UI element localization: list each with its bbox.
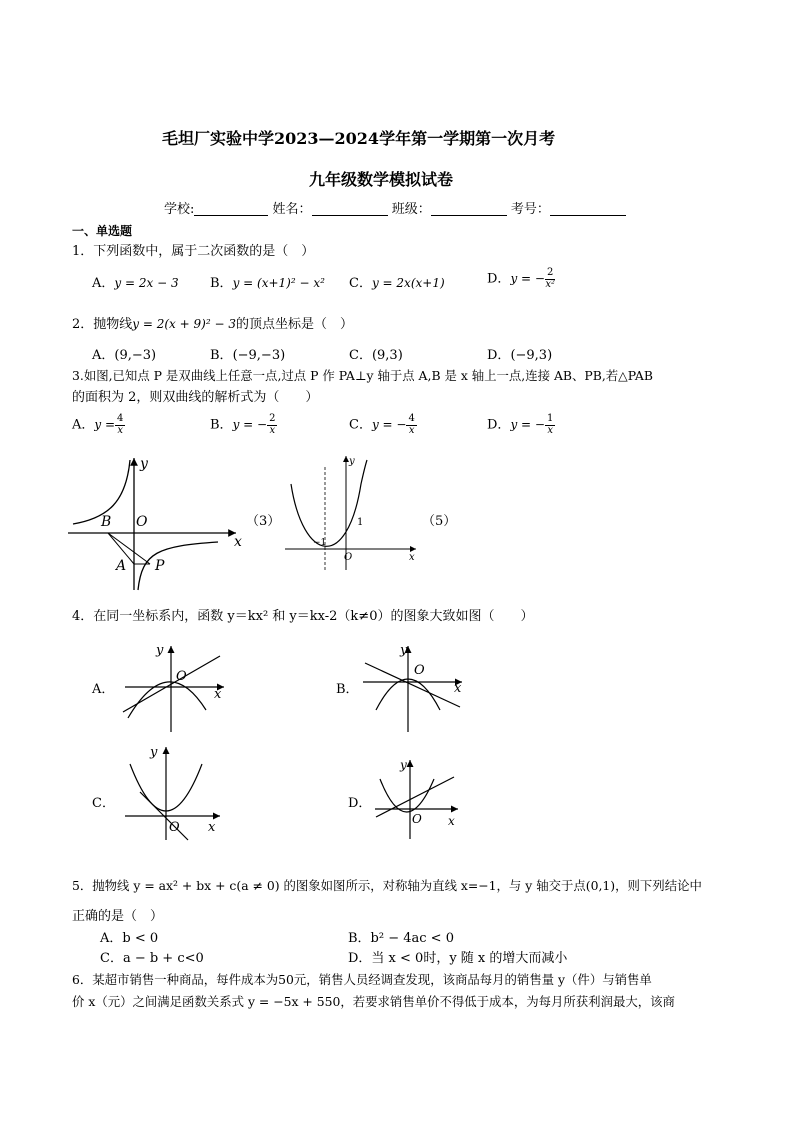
q2-stem: 2．抛物线y = 2(x + 9)² − 3的顶点坐标是（ ） xyxy=(72,317,353,332)
q4-graph-d[interactable] xyxy=(372,755,472,840)
hyperbola-branch-right xyxy=(138,542,218,590)
q4-option-b-label[interactable]: B． xyxy=(336,682,359,697)
point-b-label: B xyxy=(101,514,112,530)
y-label: y xyxy=(349,456,355,467)
q4-option-a-label[interactable]: A． xyxy=(92,682,115,697)
segment-bp xyxy=(108,533,150,564)
q5-option-d[interactable]: D．当 x < 0时，y 随 x 的增大而减小 xyxy=(348,951,568,966)
svg-text:y: y xyxy=(156,643,164,658)
origin-label: O xyxy=(136,514,148,530)
q4-graph-b[interactable] xyxy=(360,640,470,735)
svg-text:O: O xyxy=(412,812,422,826)
line xyxy=(365,663,460,707)
section-title: 一、单选题 xyxy=(72,224,133,238)
figure-3-hyperbola xyxy=(68,452,248,592)
q1-option-c[interactable]: C．y = 2x(x+1) xyxy=(349,276,445,291)
svg-text:O: O xyxy=(176,669,187,684)
point-p-label: P xyxy=(155,558,165,574)
parabola xyxy=(380,779,434,812)
x-label: x xyxy=(234,534,242,550)
name-blank[interactable] xyxy=(312,203,388,216)
svg-text:x: x xyxy=(448,814,455,828)
intercept-label: 1 xyxy=(357,517,364,528)
svg-text:y: y xyxy=(150,745,158,760)
q4-option-c-label[interactable]: C． xyxy=(92,796,115,811)
q5-stem-line1: 5．抛物线 y = ax² + bx + c(a ≠ 0) 的图象如图所示，对称轴为直线 x=−1，与 y 轴交于点(0,1)，则下列结论中 xyxy=(72,878,702,893)
svg-text:O: O xyxy=(414,663,425,678)
q1-stem: 1．下列函数中，属于二次函数的是（ ） xyxy=(72,244,315,259)
q3-stem-line2: 的面积为 2，则双曲线的解析式为（ ） xyxy=(72,390,319,405)
q5-option-c[interactable]: C．a − b + c<0 xyxy=(100,951,204,966)
school-label: 学校: xyxy=(164,202,195,217)
figure-5-caption: （5） xyxy=(422,514,457,529)
q4-stem: 4．在同一坐标系内，函数 y＝kx² 和 y＝kx-2（k≠0）的图象大致如图（ ） xyxy=(72,609,534,624)
figure-3-caption: （3） xyxy=(246,514,281,529)
class-blank[interactable] xyxy=(431,203,507,216)
q3-option-d[interactable]: D．y = − $\frac{1}{x}$ xyxy=(487,413,554,436)
q1-option-b[interactable]: B．y = (x+1)² − x² xyxy=(210,276,325,291)
y-label: y xyxy=(140,456,148,472)
neg-one-label: −1 xyxy=(313,538,327,548)
origin-label: O xyxy=(344,552,353,563)
q5-option-b[interactable]: B．b² − 4ac < 0 xyxy=(348,931,454,946)
student-info-row xyxy=(164,203,626,216)
q5-stem-line2: 正确的是（ ） xyxy=(72,909,164,924)
name-label: 姓名： xyxy=(272,202,312,217)
class-label: 班级： xyxy=(391,202,431,217)
school-blank[interactable] xyxy=(194,203,268,216)
figure-5-parabola xyxy=(283,452,423,572)
page-subtitle: 九年级数学模拟试卷 xyxy=(309,170,454,189)
q2-option-d[interactable]: D．(−9,3) xyxy=(487,348,553,363)
exam-number-label: 考号： xyxy=(510,202,550,217)
svg-text:y: y xyxy=(400,758,407,772)
q6-stem-line2: 价 x（元）之间满足函数关系式 y = −5x + 550，若要求销售单价不得低于成本，为每月所获利润最大，该商 xyxy=(72,994,675,1009)
svg-text:x: x xyxy=(214,687,222,702)
q2-option-a[interactable]: A．(9,−3) xyxy=(92,348,157,363)
q2-option-c[interactable]: C．(9,3) xyxy=(349,348,403,363)
q3-option-b[interactable]: B．y = − $\frac{2}{x}$ xyxy=(210,413,276,436)
q6-stem-line1: 6．某超市销售一种商品，每件成本为50元，销售人员经调查发现，该商品每月的销售量 y（件）与销售单 xyxy=(72,972,652,987)
parabola-curve xyxy=(291,460,367,546)
svg-text:y: y xyxy=(400,643,408,658)
q4-graph-c[interactable] xyxy=(120,742,230,842)
q3-option-a[interactable]: A．y = $\frac{4}{x}$ xyxy=(72,413,124,436)
q4-graph-a[interactable] xyxy=(120,640,230,735)
svg-text:O: O xyxy=(169,820,180,835)
svg-text:x: x xyxy=(208,820,216,835)
line xyxy=(376,777,454,817)
exam-number-blank[interactable] xyxy=(550,203,626,216)
q5-option-a[interactable]: A．b < 0 xyxy=(100,931,159,946)
q2-option-b[interactable]: B．(−9,−3) xyxy=(210,348,286,363)
q3-option-c[interactable]: C．y = − $\frac{4}{x}$ xyxy=(349,413,415,436)
q1-option-d[interactable]: D．y = − $\frac{2}{\text{x²}}$ xyxy=(487,267,555,290)
q4-option-d-label[interactable]: D． xyxy=(348,796,372,811)
x-label: x xyxy=(409,552,415,563)
q3-stem-line1: 3.如图,已知点 P 是双曲线上任意一点,过点 P 作 PA⊥y 轴于点 A,B 是 x 轴上一点,连接 AB、PB,若△PAB xyxy=(72,368,653,383)
q1-option-a[interactable]: A．y = 2x − 3 xyxy=(92,276,179,291)
svg-text:x: x xyxy=(454,681,462,696)
page-title: 毛坦厂实验中学2023—2024学年第一学期第一次月考 xyxy=(162,129,556,148)
point-a-label: A xyxy=(116,558,127,574)
